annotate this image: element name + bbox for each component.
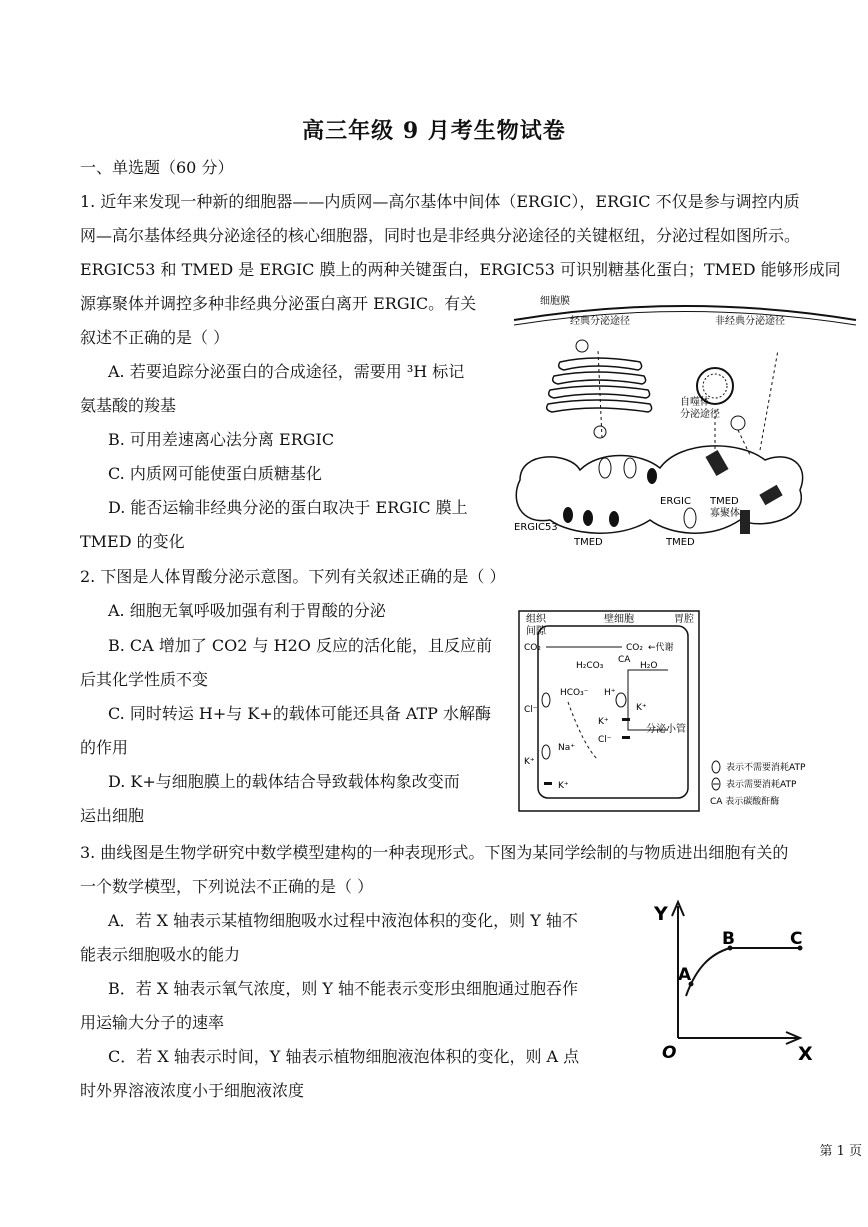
x-axis-label: X xyxy=(798,1043,813,1064)
page-title: 高三年级 9 月考生物试卷 xyxy=(302,118,566,144)
ergic-label: ERGIC xyxy=(660,496,691,507)
co2-left-label: CO₂ xyxy=(524,643,541,653)
q2-option-b-cont: 后其化学性质不变 xyxy=(80,670,209,689)
ergic53-label: ERGIC53 xyxy=(514,522,558,533)
kplus-right-label: K⁺ xyxy=(636,703,647,713)
saturation-curve xyxy=(686,948,800,996)
nonclassic-pathway-label: 非经典分泌途径 xyxy=(715,316,785,327)
lumen-label: 胃腔 xyxy=(674,614,694,625)
h2co3-label: H₂CO₃ xyxy=(576,661,604,671)
atp-pumps xyxy=(544,718,630,785)
q1-option-a-cont: 氨基酸的羧基 xyxy=(80,396,177,415)
na-label: Na⁺ xyxy=(558,743,575,753)
tmed-oligomer-label-2: 寡聚体 xyxy=(710,508,740,519)
classic-pathway-label: 经典分泌途径 xyxy=(570,316,630,327)
page-number: 第 1 页 xyxy=(819,1144,862,1159)
ca-label: CA xyxy=(618,655,631,665)
q1-option-d: D. 能否运输非经典分泌的蛋白取决于 ERGIC 膜上 xyxy=(108,498,468,517)
q2-option-d-cont: 运出细胞 xyxy=(80,806,145,825)
q3-option-c-cont: 时外界溶液浓度小于细胞液浓度 xyxy=(80,1081,305,1100)
nonclassic-arrow-2 xyxy=(760,350,778,450)
q2-option-d: D. K+与细胞膜上的载体结合导致载体构象改变而 xyxy=(108,772,460,791)
hplus-label: H⁺ xyxy=(604,688,616,698)
point-a-label: A xyxy=(678,965,692,985)
autophagy-label-2: 分泌途径 xyxy=(680,409,720,420)
membrane-label: 细胞膜 xyxy=(540,296,570,307)
interstitial-label-1: 组织 xyxy=(526,614,546,625)
cl-mid-label: Cl⁻ xyxy=(598,735,612,745)
tmed-oligomer-cylinders xyxy=(705,450,782,534)
golgi-apparatus xyxy=(547,358,652,412)
er-ergic-network xyxy=(516,446,802,533)
canaliculus-outline xyxy=(628,670,668,730)
metabolism-label: ←代谢 xyxy=(648,643,674,653)
q2-stem: 2. 下图是人体胃酸分泌示意图。下列有关叙述正确的是（ ） xyxy=(80,567,506,586)
legend-passive-icon xyxy=(712,761,720,773)
q3-line-2: 一个数学模型，下列说法不正确的是（ ） xyxy=(80,877,374,896)
autophagosome-inner-icon xyxy=(703,374,727,398)
q1-option-c: C. 内质网可能使蛋白质糖基化 xyxy=(108,464,322,483)
diagram-frame xyxy=(519,611,699,811)
q3-option-c: C．若 X 轴表示时间，Y 轴表示植物细胞液泡体积的变化，则 A 点 xyxy=(108,1047,580,1066)
q1-option-d-cont: TMED 的变化 xyxy=(80,532,185,551)
legend-passive-label: 表示不需要消耗ATP xyxy=(726,763,806,773)
q1-line-3: ERGIC53 和 TMED 是 ERGIC 膜上的两种关键蛋白，ERGIC53 可识别糖基化蛋白；TMED 能够形成同 xyxy=(80,260,841,279)
tmed-label-b: TMED xyxy=(666,537,695,548)
small-vesicle-icon xyxy=(731,416,745,430)
q2-option-c: C. 同时转运 H+与 K+的载体可能还具备 ATP 水解酶 xyxy=(108,704,492,723)
ergic-secretion-diagram xyxy=(510,290,860,552)
canaliculus-label: 分泌小管 xyxy=(646,724,686,735)
point-c-label: C xyxy=(790,929,803,949)
q1-line-4: 源寡聚体并调控多种非经典分泌蛋白离开 ERGIC。有关 xyxy=(80,294,477,313)
section-heading: 一、单选题（60 分） xyxy=(80,158,234,177)
cl-left-label: Cl⁻ xyxy=(524,705,538,715)
legend-ca-label: CA 表示碳酸酐酶 xyxy=(710,797,780,807)
h2o-label: H₂O xyxy=(640,661,658,671)
hco3-label: HCO₃⁻ xyxy=(560,688,589,698)
autophagy-label-1: 自噬体 xyxy=(680,397,710,408)
q1-line-1: 1. 近年来发现一种新的细胞器——内质网—高尔基体中间体（ERGIC），ERGIC 不仅是参与调控内质 xyxy=(80,192,800,211)
q3-option-a-cont: 能表示细胞吸水的能力 xyxy=(80,945,241,964)
gastric-acid-diagram xyxy=(518,610,844,816)
tmed-oligomer-label-1: TMED xyxy=(710,496,739,507)
q3-option-b-cont: 用运输大分子的速率 xyxy=(80,1013,225,1032)
q3-option-a: A．若 X 轴表示某植物细胞吸水过程中液泡体积的变化，则 Y 轴不 xyxy=(108,911,578,930)
parietal-cell-label: 壁细胞 xyxy=(604,614,634,625)
legend-active-label: 表示需要消耗ATP xyxy=(726,780,797,790)
q3-line-1: 3. 曲线图是生物学研究中数学模型建构的一种表现形式。下图为某同学绘制的与物质进出细胞有关的 xyxy=(80,843,789,862)
q1-line-2: 网—高尔基体经典分泌途径的核心细胞器，同时也是非经典分泌途径的关键枢纽，分泌过程如图所示。 xyxy=(80,226,801,245)
interstitial-label-2: 间隙 xyxy=(526,626,546,637)
y-axis-label: Y xyxy=(654,903,668,925)
ergic53-proteins xyxy=(563,468,657,527)
tmed-label-a: TMED xyxy=(574,537,603,548)
q2-option-a: A. 细胞无氧呼吸加强有利于胃酸的分泌 xyxy=(108,601,386,620)
q1-option-a: A. 若要追踪分泌蛋白的合成途径，需要用 ³H 标记 xyxy=(108,362,465,381)
q1-option-b: B. 可用差速离心法分离 ERGIC xyxy=(108,430,335,449)
point-b-label: B xyxy=(722,929,735,949)
origin-label: O xyxy=(662,1043,677,1063)
k-bottom-label: K⁺ xyxy=(558,781,569,791)
q1-line-5: 叙述不正确的是（ ） xyxy=(80,328,230,347)
q3-option-b: B．若 X 轴表示氧气浓度，则 Y 轴不能表示变形虫细胞通过胞吞作 xyxy=(108,979,579,998)
k-left-label: K⁺ xyxy=(524,757,535,767)
q2-option-b: B. CA 增加了 CO2 与 H2O 反应的活化能，且反应前 xyxy=(108,636,492,655)
transporters xyxy=(542,693,626,759)
co2-right-label: CO₂ xyxy=(626,643,643,653)
curve-model-figure xyxy=(650,898,820,1064)
kplus-mid-label: K⁺ xyxy=(598,717,609,727)
q2-option-c-cont: 的作用 xyxy=(80,738,129,757)
